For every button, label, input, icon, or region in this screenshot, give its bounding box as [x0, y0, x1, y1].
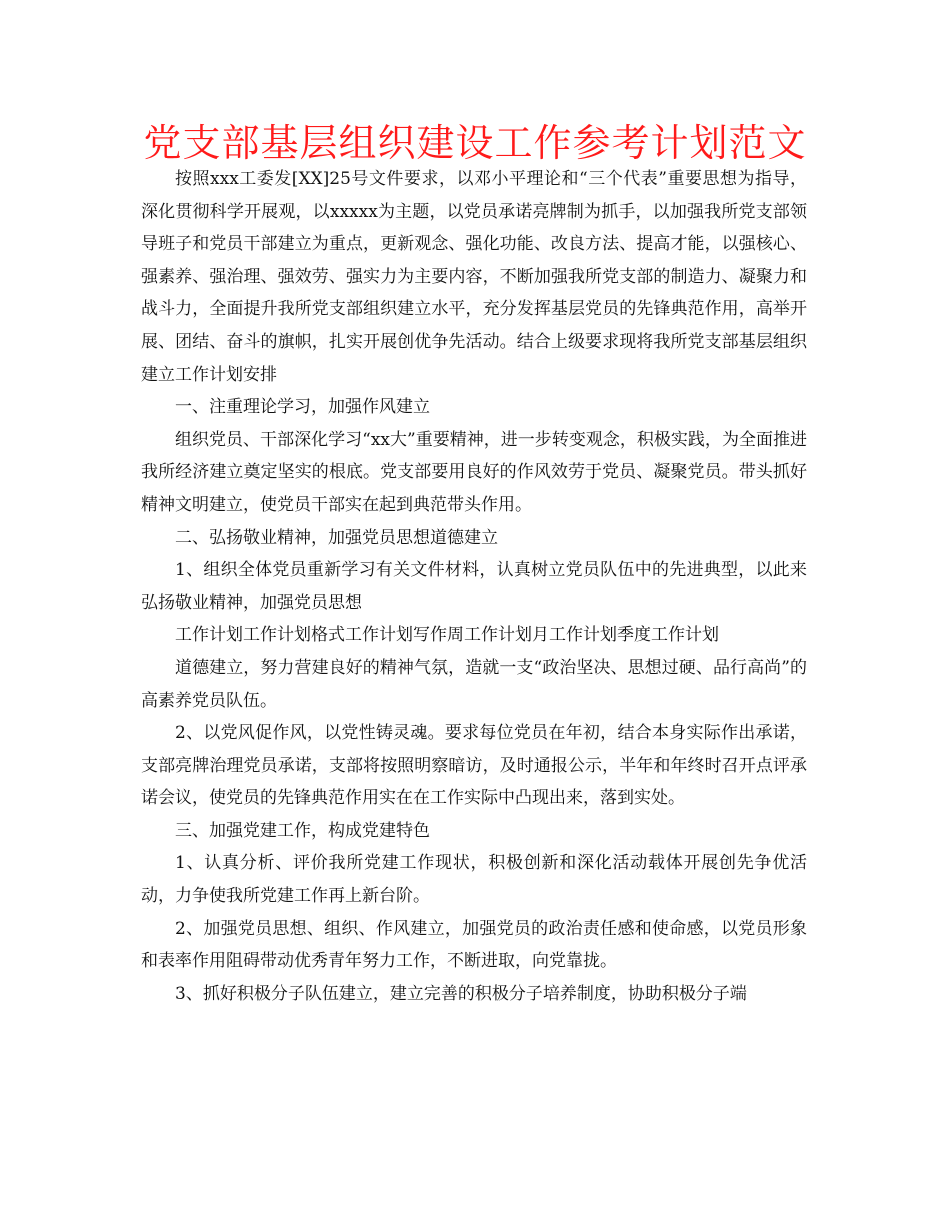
document-body	[141, 163, 807, 1010]
body-paragraph: 组织党员、干部深化学习“xx大”重要精神，进一步转变观念，积极实践，为全面推进我所经济建立奠定坚实的根底。党支部要用良好的作风效劳于党员、凝聚党员。带头抓好精神文明建立，使党员干部实在起到典范带头作用。	[141, 429, 807, 515]
keyword-line: 工作计划工作计划格式工作计划写作周工作计划月工作计划季度工作计划	[175, 625, 719, 646]
body-paragraph: 2、加强党员思想、组织、作风建立，加强党员的政治责任感和使命感，以党员形象和表率作用阻碍带动优秀青年努力工作，不断进取，向党靠拢。	[141, 918, 807, 972]
section-heading-1: 一、注重理论学习，加强作风建立	[175, 397, 430, 418]
body-paragraph: 1、认真分析、评价我所党建工作现状，积极创新和深化活动载体开展创先争优活动，力争使我所党建工作再上新台阶。	[141, 853, 807, 907]
document-title: 党支部基层组织建设工作参考计划范文	[143, 121, 807, 165]
section-heading-2: 二、弘扬敬业精神，加强党员思想道德建立	[175, 527, 498, 548]
body-paragraph: 3、抓好积极分子队伍建立，建立完善的积极分子培养制度，协助积极分子端	[175, 983, 747, 1004]
body-paragraph: 道德建立，努力营建良好的精神气氛，造就一支“政治坚决、思想过硬、品行高尚”的高素养党员队伍。	[141, 657, 807, 711]
body-paragraph: 2、以党风促作风，以党性铸灵魂。要求每位党员在年初，结合本身实际作出承诺，支部亮牌治理党员承诺，支部将按照明察暗访，及时通报公示，半年和年终时召开点评承诺会议，使党员的先锋典范作用实在在工作实际中凸现出来，落到实处。	[141, 723, 807, 809]
intro-paragraph: 按照xxx工委发[XX]25号文件要求，以邓小平理论和“三个代表”重要思想为指导，深化贯彻科学开展观，以xxxxx为主题，以党员承诺亮牌制为抓手，以加强我所党支部领导班子和党员干部建立为重点，更新观念、强化功能、改良方法、提高才能，以强核心、强素养、强治理、强效劳、强实力为主要内容，不断加强我所党支部的制造力、凝聚力和战斗力，全面提升我所党支部组织建立水平，充分发挥基层党员的先锋典范作用，高举开展、团结、奋斗的旗帜，扎实开展创优争先活动。结合上级要求现将我所党支部基层组织建立工作计划安排	[141, 169, 807, 385]
section-heading-3: 三、加强党建工作，构成党建特色	[175, 820, 430, 841]
body-paragraph: 1、组织全体党员重新学习有关文件材料，认真树立党员队伍中的先进典型，以此来弘扬敬业精神，加强党员思想	[141, 560, 807, 613]
